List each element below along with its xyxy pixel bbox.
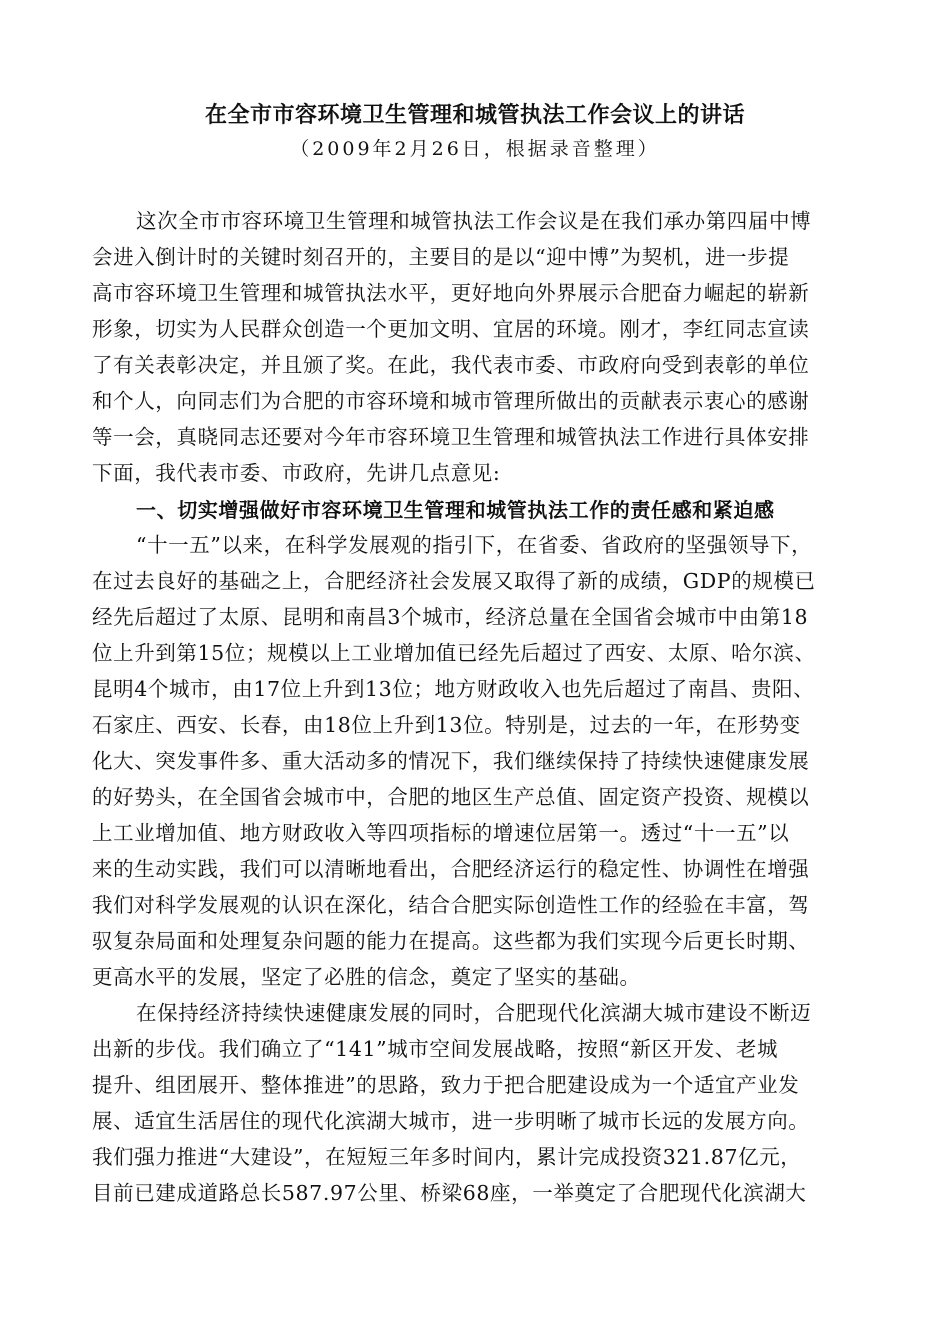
- text-line: 目前已建成道路总长587.97公里、桥梁68座，一举奠定了合肥现代化滨湖大: [92, 1181, 807, 1205]
- text-line: 了有关表彰决定，并且颁了奖。在此，我代表市委、市政府向受到表彰的单位: [92, 353, 810, 377]
- text-line: 来的生动实践，我们可以清晰地看出，合肥经济运行的稳定性、协调性在增强: [92, 857, 810, 881]
- section-heading: 一、切实增强做好市容环境卫生管理和城管执法工作的责任感和紧迫感: [136, 498, 775, 522]
- text-line: 位上升到第15位；规模以上工业增加值已经先后超过了西安、太原、哈尔滨、: [92, 641, 816, 665]
- text-line: 在过去良好的基础之上，合肥经济社会发展又取得了新的成绩，GDP的规模已: [92, 569, 816, 593]
- text-line: 上工业增加值、地方财政收入等四项指标的增速位居第一。透过“十一五”以: [92, 821, 790, 845]
- text-line: 经先后超过了太原、昆明和南昌3个城市，经济总量在全国省会城市中由第18: [92, 605, 809, 629]
- text-line: 展、适宜生活居住的现代化滨湖大城市，进一步明晰了城市长远的发展方向。: [92, 1109, 810, 1133]
- text-line: 会进入倒计时的关键时刻召开的，主要目的是以“迎中博”为契机，进一步提: [92, 245, 790, 269]
- text-line: 这次全市市容环境卫生管理和城管执法工作会议是在我们承办第四届中博: [136, 209, 812, 233]
- text-line: 驭复杂局面和处理复杂问题的能力在提高。这些都为我们实现今后更长时期、: [92, 929, 810, 953]
- text-line: “十一五”以来，在科学发展观的指引下，在省委、省政府的坚强领导下，: [136, 533, 813, 557]
- document-title: 在全市市容环境卫生管理和城管执法工作会议上的讲话: [204, 102, 745, 128]
- text-line: 化大、突发事件多、重大活动多的情况下，我们继续保持了持续快速健康发展: [92, 749, 810, 773]
- text-line: 昆明4个城市，由17位上升到13位；地方财政收入也先后超过了南昌、贵阳、: [92, 677, 815, 701]
- text-line: 的好势头，在全国省会城市中，合肥的地区生产总值、固定资产投资、规模以: [92, 785, 810, 809]
- text-line: 提升、组团展开、整体推进”的思路，致力于把合肥建设成为一个适宜产业发: [92, 1073, 800, 1097]
- text-line: 在保持经济持续快速健康发展的同时，合肥现代化滨湖大城市建设不断迈: [136, 1001, 812, 1025]
- text-line: 等一会，真晓同志还要对今年市容环境卫生管理和城管执法工作进行具体安排: [92, 425, 810, 449]
- text-line: 出新的步伐。我们确立了“141”城市空间发展战略，按照“新区开发、老城: [92, 1037, 779, 1061]
- text-line: 我们强力推进“大建设”，在短短三年多时间内，累计完成投资321.87亿元，: [92, 1145, 802, 1169]
- text-line: 石家庄、西安、长春，由18位上升到13位。特别是，过去的一年，在形势变: [92, 713, 801, 737]
- text-line: 下面，我代表市委、市政府，先讲几点意见:: [92, 461, 501, 485]
- text-line: 形象，切实为人民群众创造一个更加文明、宜居的环境。刚才，李红同志宣读: [92, 317, 810, 341]
- document-subtitle: （2009年2月26日，根据录音整理）: [290, 138, 660, 160]
- text-line: 更高水平的发展，坚定了必胜的信念，奠定了坚实的基础。: [92, 965, 641, 989]
- text-line: 高市容环境卫生管理和城管执法水平，更好地向外界展示合肥奋力崛起的崭新: [92, 281, 810, 305]
- text-line: 我们对科学发展观的认识在深化，结合合肥实际创造性工作的经验在丰富，驾: [92, 893, 810, 917]
- text-line: 和个人，向同志们为合肥的市容环境和城市管理所做出的贡献表示衷心的感谢: [92, 389, 810, 413]
